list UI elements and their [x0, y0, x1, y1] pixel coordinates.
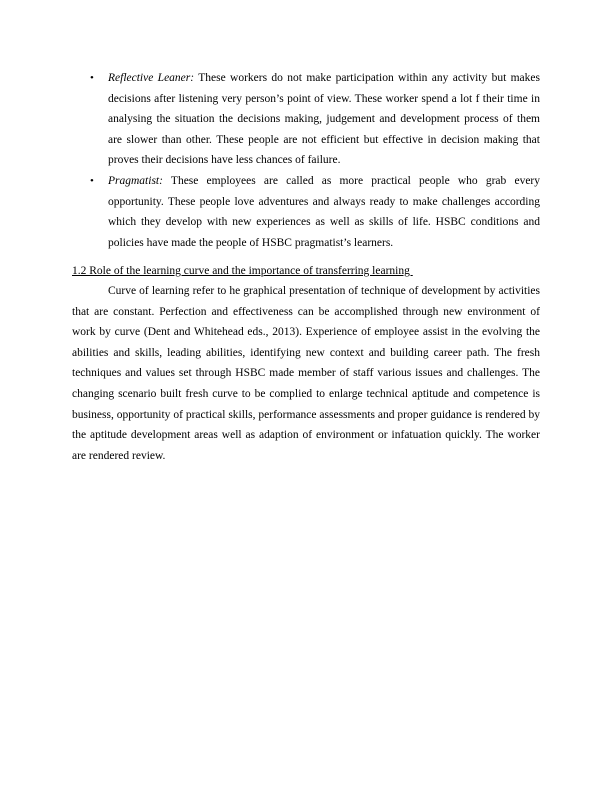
list-item — [72, 68, 540, 171]
bullet-icon: • — [90, 72, 94, 84]
bullet-icon: • — [90, 174, 94, 187]
learner-type-term: Reflective Leaner: — [108, 72, 195, 84]
learner-type-description: These workers do not make participation within any activity but makes decisions after listening very person’s point of view. These worker spend a lot f their time in analysing the situation the decisions making, judgement and development process of them are slower than other. These people are not efficient but effective in decision making that proves their decisions have less chances of failure. — [108, 72, 540, 167]
section-paragraph: Curve of learning refer to he graphical presentation of technique of development by activities that are constant. Perfection and effectiveness can be accomplished through new environment of work by curve (Dent and Whitehead eds., 2013). Experience of employee assist in the evolving the abilities and skills, leading abilities, identifying new context and building career path. The fresh techniques and values set through HSBC made member of staff various issues and challenges. The changing scenario built fresh curve to be complied to enlarge technical aptitude and competence is business, opportunity of practical skills, performance assessments and proper guidance is rendered by the aptitude development areas well as adaption of environment or infatuation quickly. The worker are rendered review. — [72, 285, 540, 462]
learner-types-list — [72, 68, 540, 253]
section-heading-text: 1.2 Role of the learning curve and the importance of transferring learning — [72, 265, 413, 277]
section-heading — [72, 262, 540, 280]
list-item — [72, 171, 540, 253]
learner-type-term: Pragmatist: — [108, 174, 163, 187]
learner-type-description: These employees are called as more practical people who grab every opportunity. These people love adventures and always ready to make challenges according which they develop with new experiences as well as skills of life. HSBC conditions and policies have made the people of HSBC pragmatist’s learners. — [108, 174, 540, 249]
